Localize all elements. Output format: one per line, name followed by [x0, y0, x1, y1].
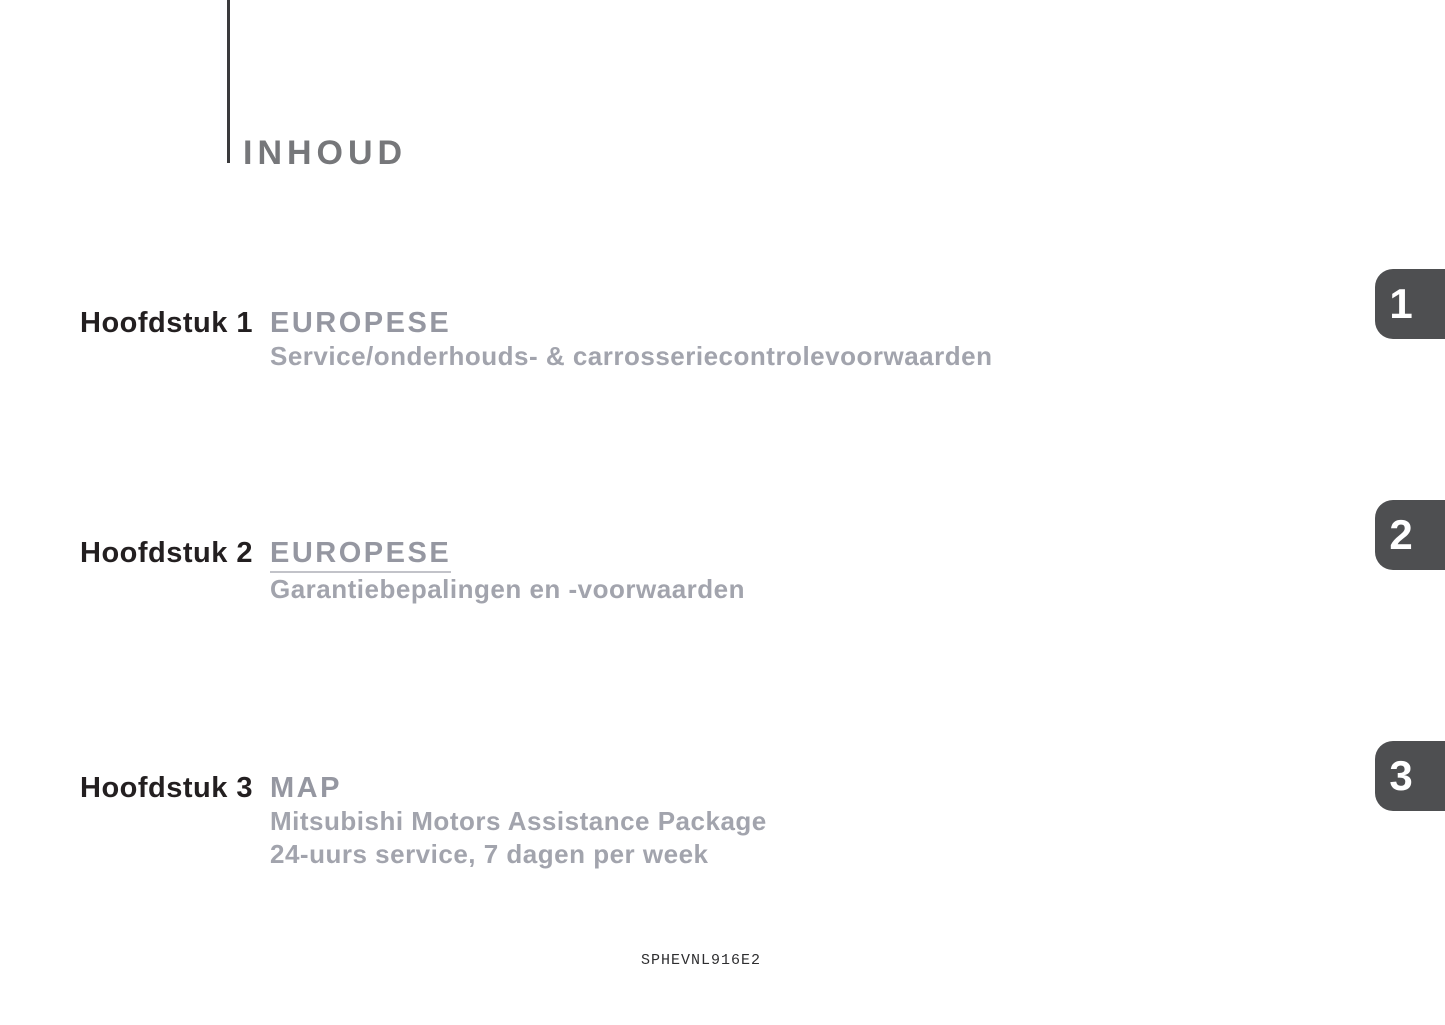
side-tab-2-number: 2: [1389, 511, 1413, 558]
chapter-2-body: [270, 537, 745, 606]
chapter-2-label: Hoofdstuk 2: [80, 537, 254, 569]
chapter-2-description: Garantiebepalingen en -voorwaarden: [270, 574, 745, 604]
side-tab-1-number: 1: [1389, 280, 1413, 327]
page-title: INHOUD: [243, 134, 408, 172]
chapter-3-description-line-2: 24-uurs service, 7 dagen per week: [270, 839, 709, 869]
chapter-3-heading: MAP: [270, 772, 342, 804]
chapter-3-entry: [80, 772, 767, 871]
side-tab-chapter-2: [1375, 500, 1445, 570]
side-tab-chapter-1: [1375, 269, 1445, 339]
chapter-3-body: [270, 772, 767, 871]
side-tab-3-number: 3: [1389, 752, 1413, 799]
footer-document-code: SPHEVNL916E2: [640, 952, 762, 969]
chapter-3-label: Hoofdstuk 3: [80, 772, 254, 804]
title-rule: [227, 0, 230, 163]
chapter-1-description: Service/onderhouds- & carrosseriecontrolevoorwaarden: [270, 341, 993, 371]
chapter-1-label: Hoofdstuk 1: [80, 307, 254, 339]
chapter-1-heading: EUROPESE: [270, 307, 452, 339]
side-tab-chapter-3: [1375, 741, 1445, 811]
chapter-2-heading: EUROPESE: [270, 537, 451, 573]
chapter-3-description-line-1: Mitsubishi Motors Assistance Package: [270, 806, 767, 836]
chapter-1-body: [270, 307, 992, 373]
chapter-1-entry: [80, 307, 992, 373]
chapter-2-entry: [80, 537, 745, 606]
